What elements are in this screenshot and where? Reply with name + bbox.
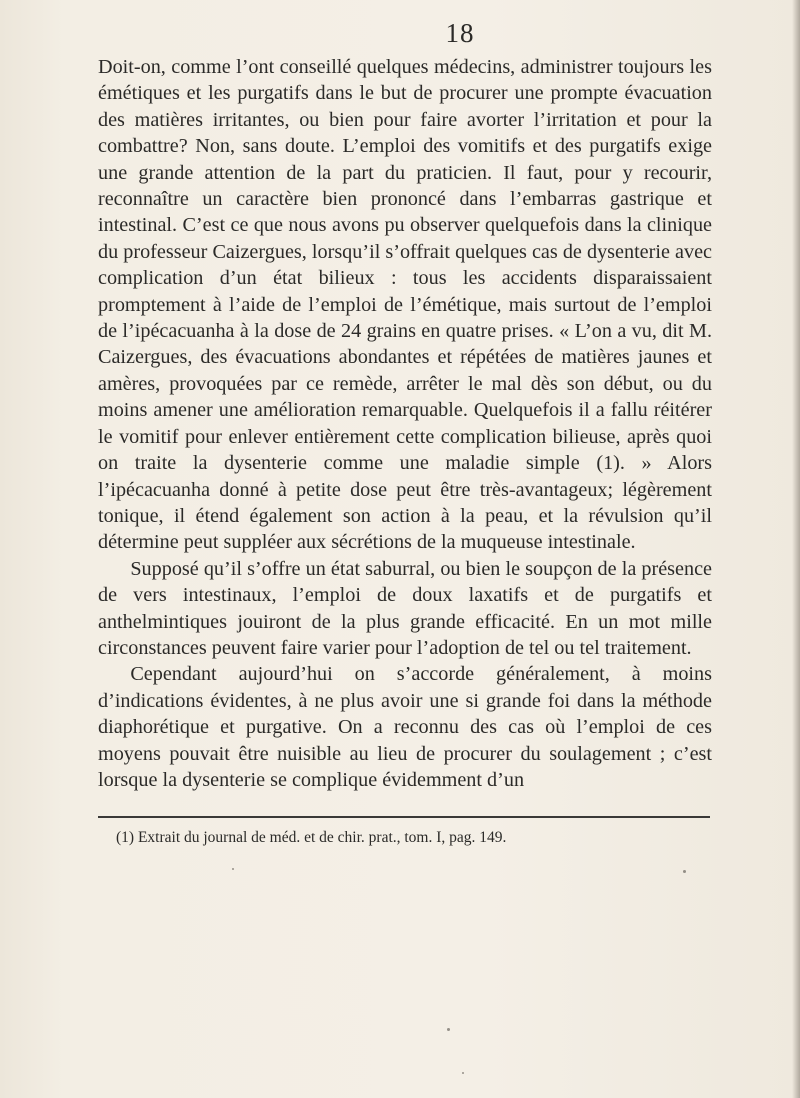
page-number: 18 <box>445 18 475 48</box>
footnote: (1) Extrait du journal de méd. et de chir. prat., tom. I, pag. 149. <box>116 829 507 846</box>
paragraph-3: Cependant aujourd’hui on s’accorde généralement, à moins d’indications évidentes, à ne plus avoir une si grande foi dans la méthode diaphorétique et purgative. On a reconnu des cas où l’emploi de ces moyens pouvait être nuisible au lieu de procurer du soulagement ; c’est lorsque la dysenterie se complique évidemment d’un <box>98 663 712 791</box>
paragraph-1: Doit-on, comme l’ont conseillé quelques médecins, administrer toujours les émétiques et les purgatifs dans le but de procurer une prompte évacuation des matières irritantes, ou bien pour faire avorter l’irritation et pour la combattre? Non, sans doute. L’emploi des vomitifs et des purgatifs exige une grande attention de la part du praticien. Il faut, pour y recourir, reconnaître un caractère bien prononcé dans l’embarras gastrique et intestinal. C’est ce que nous avons pu observer quelquefois dans la clinique du professeur Caizergues, lorsqu’il s’offrait quelques cas de dysenterie avec complication d’un état bilieux : tous les accidents disparaissaient promptement à l’aide de l’emploi de l’émétique, mais surtout de l’emploi de l’ipécacuanha à la dose de 24 grains en quatre prises. « L’on a vu, dit M. Caizergues, des évacuations abondantes et répétées de matières jaunes et amères, provoquées par ce remède, arrêter le mal dès son début, ou du moins amener une amélioration remarquable. Quelquefois il a fallu réitérer le vomitif pour enlever entièrement cette complication bilieuse, après quoi on traite la dysenterie comme une maladie simple (1). » Alors l’ipécacuanha donné à petite dose peut être très-avantageux; légèrement tonique, il étend également son action à la peau, et la révulsion qu’il détermine peut suppléer aux sécrétions de la muqueuse intestinale. <box>98 56 712 554</box>
footnote-divider <box>98 816 710 818</box>
body-text <box>98 54 712 793</box>
paper-speck <box>232 868 234 870</box>
paragraph-2: Supposé qu’il s’offre un état saburral, ou bien le soupçon de la présence de vers intestinaux, l’emploi de doux laxatifs et de purgatifs et anthelmintiques jouiront de la plus grande efficacité. En un mot mille circonstances peuvent faire varier pour l’adoption de tel ou tel traitement. <box>98 557 712 659</box>
paper-speck <box>447 1028 450 1031</box>
paper-speck <box>462 1072 464 1074</box>
page-edge-shadow <box>792 0 800 1098</box>
paper-speck <box>683 870 686 873</box>
